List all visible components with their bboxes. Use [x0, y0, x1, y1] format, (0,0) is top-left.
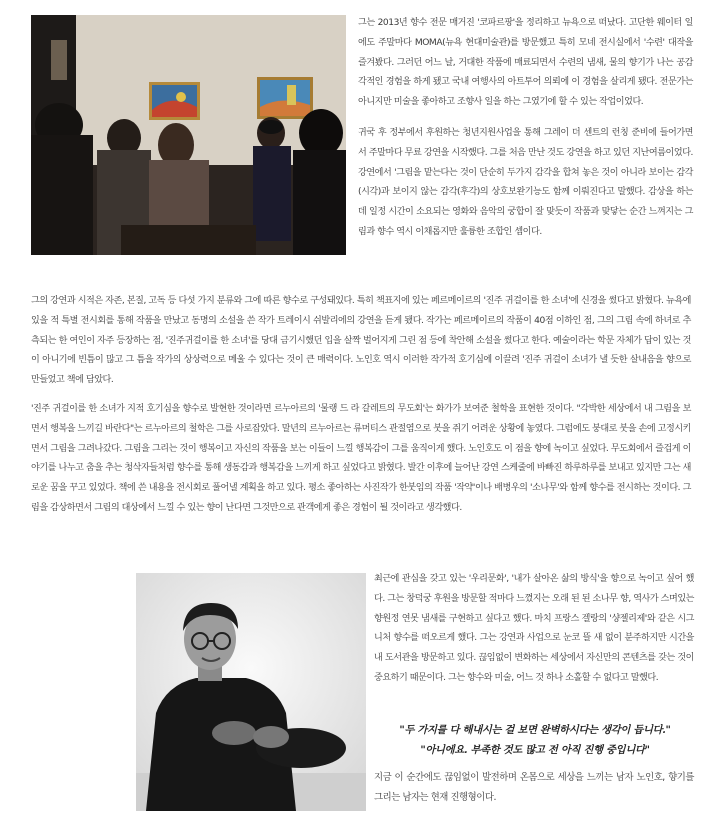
article-paragraph-2: 귀국 후 정부에서 후원하는 청년지원사업을 통해 그레이 더 센트의 런칭 준비에 들어가면서 주말마다 무료 강연을 시작했다. 그를 처음 만난 것도 강연을 하고 있던 지난여름이었다. 강연에서 '그림을 맡는다는 것이 단순히 두가지 감각을 합쳐 놓은 것이 아니라 보이는 감각(시각)과 보이지 않는 감각(후각)의 상호보완기능도 함께 이뤄진다고 말했다. 감상을 하는데 일정 시간이 소요되는 영화와 음악의 궁합이 잘 맞듯이 작품과 맞닿는 순간 느껴지는 그림과 향수 역시 이채롭지만 훌륭한 조합인 셈이다.: [358, 128, 693, 237]
article-paragraph-4: '진주 귀걸이를 한 소녀가 지적 호기심을 향수로 발현한 것이라면 르누아르의 '물랭 드 라 갈레트의 무도회'는 화가가 보여준 철학을 표현한 것이다. "각박한 세상에서 내 그림을 보면서 행복을 느끼길 바란다"는 르누아르의 철학은 그를 사로잡았다. 말년의 르누아르는 류머티스 관절염으로 붓을 쥐기 어려운 상황에 놓였다. 그럼에도 붕대로 붓을 손에 고정시키면서 그림을 그려나갔다. 그림을 그리는 것이 행복이고 자신의 작품을 보는 이들이 느낄 행복감이 그를 움직이게 했다. 노인호도 이 점을 향에 녹이고 싶었다. 무도회에서 즐겁게 이야기를 나누고 춤을 추는 청삭자들처럼 향수를 통해 생동감과 행복감을 느끼게 하고 싶었다고 밝혔다. 발간 이후에 늘어난 강연 스케줄에 바빠진 하루하루를 보내고 있지만 그는 새로운 꿈을 꾸고 있었다. 책에 쓴 내용을 전시회로 풀어낼 계획을 하고 있다. 평소 좋아하는 사진작가 한붓임의 작품 '작약'이나 배병우의 '소나무'와 함께 향수를 전시하는 것이다. 그림을 감상하면서 그림의 대상에서 느낄 수 있는 향이 난다면 그것만으로 관객에게 좋은 경험이 될 것이라고 생각했다.: [31, 404, 691, 513]
quote-line-2: "아니에요. 부족한 것도 많고 전 아직 진행 중입니다": [420, 744, 650, 756]
portrait-photo: [136, 573, 366, 811]
painting-left: [149, 82, 200, 120]
portrait-illustration: [136, 573, 366, 811]
article-closing-paragraph: 지금 이 순간에도 끊임없이 발전하며 온몸으로 세상을 느끼는 남자 노인호, 향기를 그리는 남자는 현재 진행형이다.: [374, 772, 694, 803]
gallery-photo-illustration: [31, 15, 346, 255]
article-paragraph-3: 그의 강연과 시적은 자존, 본질, 고독 등 다섯 가지 분류와 그에 따른 향수로 구성돼있다. 특히 책표지에 있는 페르메이르의 '진주 귀걸이를 한 소녀'에 신경을 썼다고 밝혔다. 뉴욕에 있을 적 특별 전시회를 통해 작품을 만났고 동명의 소설을 쓴 작가 트레이시 쉬발리에의 강연을 듣게 됐다. 작가는 페르메이르의 작품이 40점 이하인 점, 그의 그림 속에 하녀로 추측되는 한 여인이 자주 등장하는 점, '진주귀걸이를 한 소녀'를 당대 금기시했던 입을 살짝 벌어지게 그린 점 등에 착안해 소설을 썼다고 한다. 예술이라는 학문 자체가 답이 있는 것이 아니기에 빈틈이 많고 그 틈을 작가의 상상력으로 메울 수 있다는 것이 큰 매력이다. 노인호 역시 이러한 작가적 호기심에 이끌려 '진주 귀걸이 소녀가 낼 듯한 살내음을 향으로 만들었고 책에 담았다.: [31, 296, 691, 386]
article-paragraph-5: 최근에 관심을 갖고 있는 '우리문화', '내가 살아온 삶의 방식'을 향으로 녹이고 싶어 했다. 그는 창덕궁 후원을 방문할 적마다 느꼈지는 오래 된 된 소나무 향, 역사가 스며있는 향원정 연못 냄새를 구현하고 싶다고 했다. 마치 프랑스 겔랑의 '샹젤리제'와 같은 시그니처 향수를 떠오르게 했다. 그는 강연과 사업으로 눈코 뜰 새 없이 분주하지만 시간을 내 도서관을 방문하고 있다. 끊임없이 변화하는 세상에서 자신만의 콘텐츠를 갖는 것이 중요하기 때문이다. 그는 향수와 미술, 어느 것 하나 소홀할 수 없다고 말했다.: [374, 574, 694, 683]
pull-quote: [380, 720, 690, 760]
gallery-lecture-photo: [31, 15, 346, 255]
painting-right: [257, 77, 313, 119]
quote-line-1: "두 가지를 다 해내시는 걸 보면 완벽하시다는 생각이 듭니다.": [399, 724, 671, 736]
article-paragraph-1: 그는 2013년 향수 전문 매거진 '코파르팡'을 정리하고 뉴욕으로 떠났다. 고단한 웨이터 일에도 주말마다 MOMA(뉴욕 현대미술관)를 방문했고 특히 모네 전시실에서 '수련' 대작을 즐겨봤다. 그러던 어느 날, 거대한 작품에 매료되면서 수련의 냄새, 물의 향기가 나는 공감각적인 경험을 하게 됐고 국내 여행사의 아트투어 의뢰에 이 경험을 살리게 됐다. 전문가는 아니지만 미술을 좋아하고 조향사 일을 하는 그였기에 할 수 있는 작업이었다.: [358, 18, 693, 108]
